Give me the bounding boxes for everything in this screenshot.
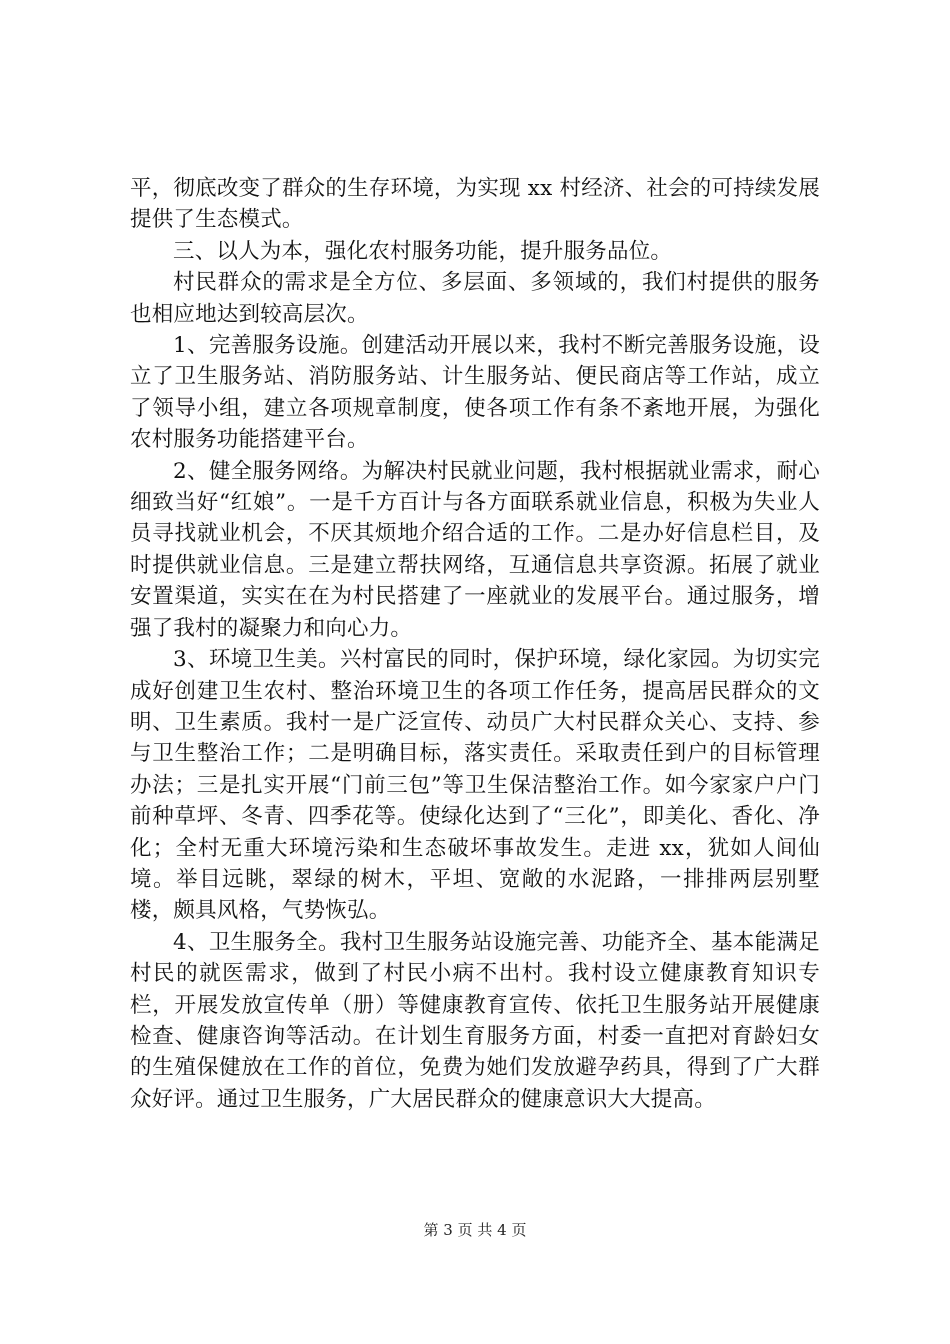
paragraph-2-section-heading: 三、以人为本，强化农村服务功能，提升服务品位。	[173, 238, 673, 264]
paragraph-5-service-network: 2、健全服务网络。为解决村民就业问题，我村根据就业需求，耐心细致当好“红娘”。一是千方百计与各方面联系就业信息，积极为失业人员寻找就业机会，不厌其烦地介绍合适的工作。二是办好信息栏目，及时提供就业信息。三是建立帮扶网络，互通信息共享资源。拓展了就业安置渠道，实实在在为村民搭建了一座就业的发展平台。通过服务，增强了我村的凝聚力和向心力。	[130, 458, 820, 641]
document-body	[130, 173, 820, 1115]
page-number: 第 3 页 共 4 页	[423, 1221, 527, 1239]
paragraph-6-environment: 3、环境卫生美。兴村富民的同时，保护环境，绿化家园。为切实完成好创建卫生农村、整治环境卫生的各项工作任务，提高居民群众的文明、卫生素质。我村一是广泛宣传、动员广大村民群众关心、支持、参与卫生整治工作；二是明确目标，落实责任。采取责任到户的目标管理办法；三是扎实开展“门前三包”等卫生保洁整治工作。如今家家户户门前种草坪、冬青、四季花等。使绿化达到了“三化”，即美化、香化、净化；全村无重大环境污染和生态破坏事故发生。走进 xx，犹如人间仙境。举目远眺，翠绿的树木，平坦、宽敞的水泥路，一排排两层别墅楼，颇具风格，气势恢弘。	[130, 647, 820, 924]
paragraph-4-service-facilities: 1、完善服务设施。创建活动开展以来，我村不断完善服务设施，设立了卫生服务站、消防服务站、计生服务站、便民商店等工作站，成立了领导小组，建立各项规章制度，使各项工作有条不紊地开展，为强化农村服务功能搭建平台。	[130, 333, 820, 453]
page-footer	[0, 1220, 950, 1240]
paragraph-3: 村民群众的需求是全方位、多层面、多领域的，我们村提供的服务也相应地达到较高层次。	[130, 270, 820, 327]
paragraph-1: 平，彻底改变了群众的生存环境，为实现 xx 村经济、社会的可持续发展提供了生态模式。	[130, 176, 820, 233]
paragraph-7-health-service: 4、卫生服务全。我村卫生服务站设施完善、功能齐全、基本能满足村民的就医需求，做到了村民小病不出村。我村设立健康教育知识专栏，开展发放宣传单（册）等健康教育宣传、依托卫生服务站开展健康检查、健康咨询等活动。在计划生育服务方面，村委一直把对育龄妇女的生殖保健放在工作的首位，免费为她们发放避孕药具，得到了广大群众好评。通过卫生服务，广大居民群众的健康意识大大提高。	[130, 929, 820, 1112]
